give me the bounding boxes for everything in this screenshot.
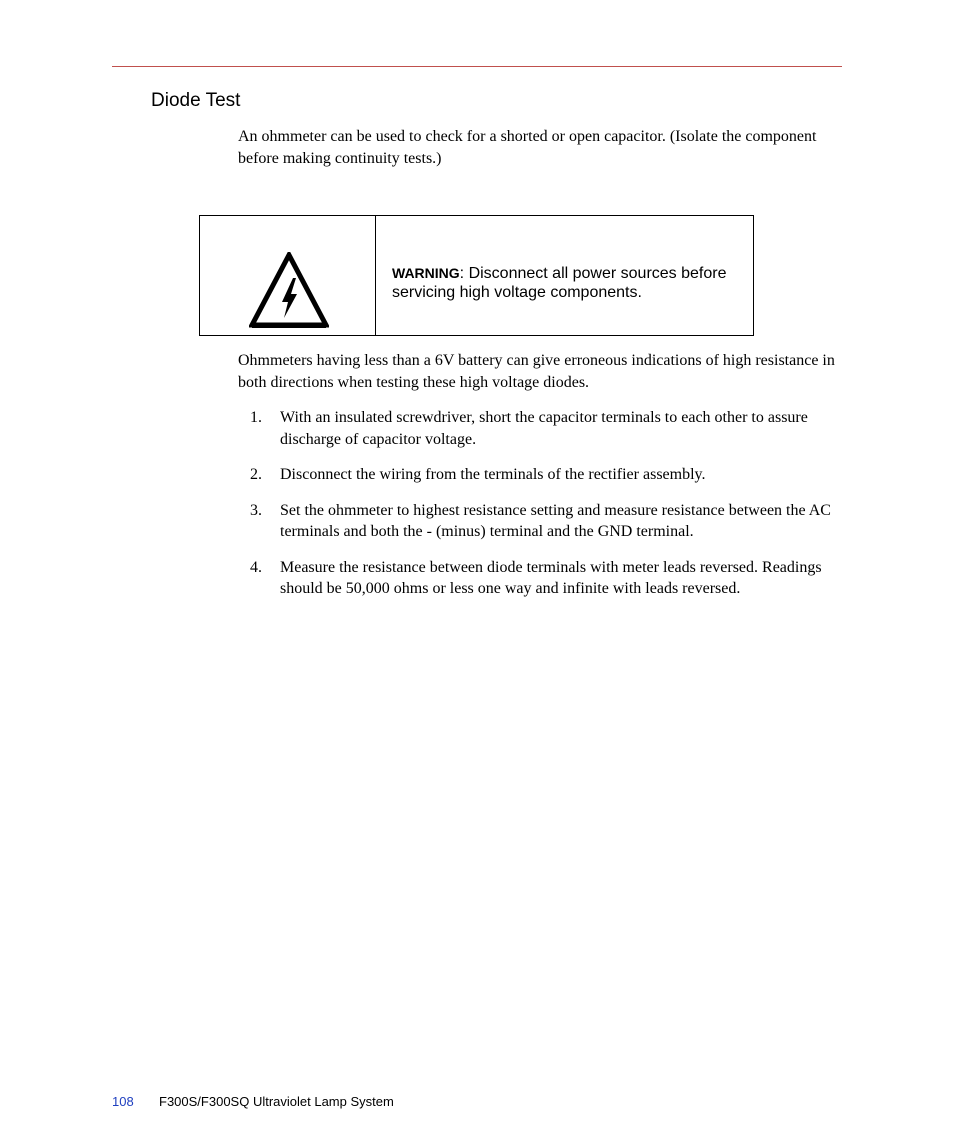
list-item bbox=[250, 500, 850, 543]
warning-icon-cell bbox=[200, 216, 376, 335]
high-voltage-warning-icon bbox=[249, 252, 329, 328]
warning-text bbox=[376, 216, 753, 335]
header-rule bbox=[112, 66, 842, 67]
step-number: 4. bbox=[250, 558, 262, 576]
page-number: 108 bbox=[112, 1094, 134, 1109]
intro-paragraph: An ohmmeter can be used to check for a shorted or open capacitor. (Isolate the component before making continuity tests.) bbox=[238, 128, 817, 167]
step-number: 2. bbox=[250, 466, 262, 483]
warning-label: WARNING bbox=[392, 265, 460, 281]
warning-message: Disconnect all power sources before servicing high voltage components. bbox=[392, 265, 727, 301]
step-text: With an insulated screwdriver, short the capacitor terminals to each other to assure discharge of capacitor voltage. bbox=[280, 409, 808, 448]
step-list bbox=[250, 407, 850, 614]
warning-box bbox=[199, 215, 754, 336]
step-text: Disconnect the wiring from the terminals of the rectifier assembly. bbox=[280, 466, 706, 483]
list-item bbox=[250, 557, 850, 600]
list-item bbox=[250, 464, 850, 486]
note-paragraph: Ohmmeters having less than a 6V battery can give erroneous indications of high resistance in both directions when testing these high voltage diodes. bbox=[238, 352, 835, 391]
step-text: Set the ohmmeter to highest resistance setting and measure resistance between the AC terminals and both the - (minus) terminal and the GND terminal. bbox=[280, 501, 831, 540]
step-number: 1. bbox=[250, 409, 262, 426]
step-text: Measure the resistance between diode terminals with meter leads reversed. Readings should be 50,000 ohms or less one way and infinite with leads reversed. bbox=[280, 558, 822, 597]
footer-document-title: F300S/F300SQ Ultraviolet Lamp System bbox=[159, 1094, 394, 1109]
step-number: 3. bbox=[250, 501, 262, 519]
list-item bbox=[250, 407, 850, 450]
section-heading: Diode Test bbox=[151, 90, 241, 111]
warning-separator: : bbox=[459, 265, 465, 282]
